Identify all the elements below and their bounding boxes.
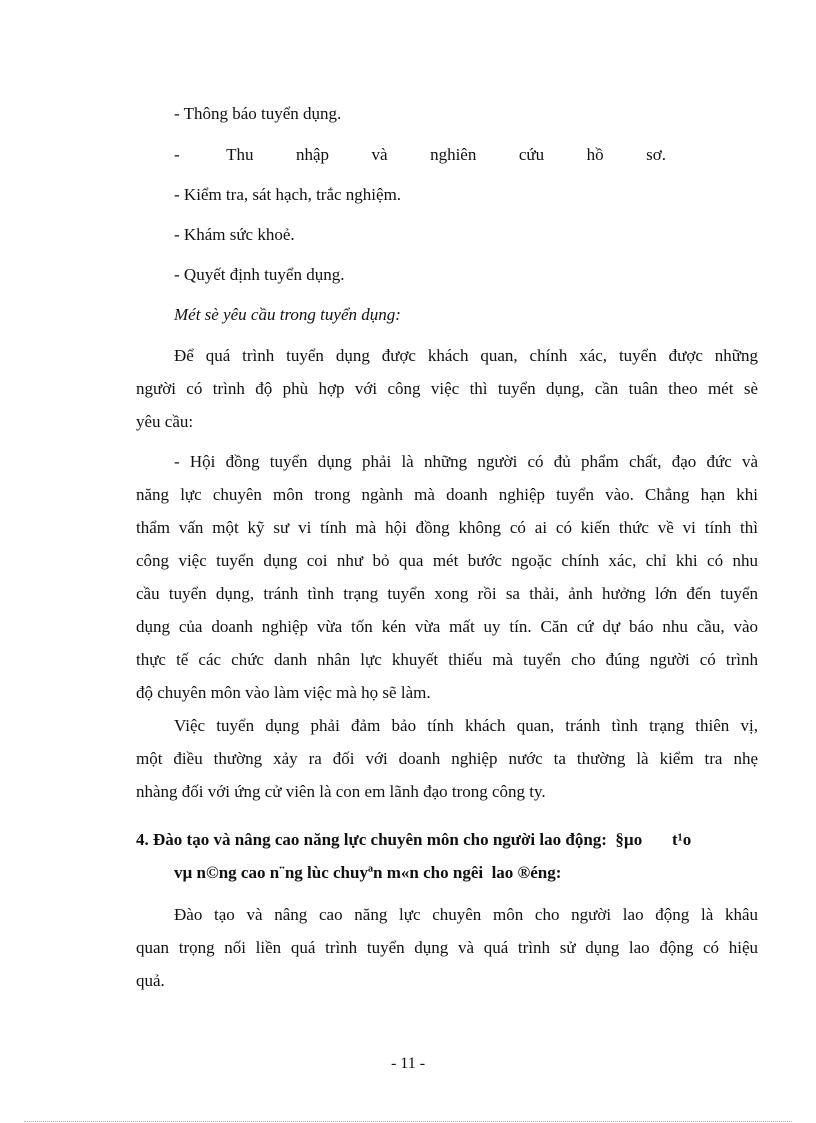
para2-line: năng lực chuyên môn trong ngành mà doanh nghiệp tuyển vào. Chẳng hạn khi [136, 485, 758, 504]
para1-line: Để quá trình tuyển dụng được khách quan, chính xác, tuyển được những [174, 346, 758, 365]
para4-line: Đào tạo và nâng cao năng lực chuyên môn cho người lao động là khâu [174, 905, 758, 924]
step-decision: - Quyết định tuyển dụng. [174, 265, 345, 284]
para2-line: - Hội đồng tuyển dụng phải là những người có đủ phẩm chất, đạo đức và [174, 452, 758, 471]
para3-line: Việc tuyển dụng phải đảm bảo tính khách quan, tránh tình trạng thiên vị, [174, 716, 758, 735]
para1-line: yêu cầu: [136, 412, 194, 431]
para2-line: thực tế các chức danh nhân lực khuyết thiếu mà tuyển cho đúng người có trình [136, 650, 758, 669]
para4-line: quả. [136, 971, 165, 990]
para3-line: một điều thường xảy ra đối với doanh nghiệp nước ta thường là kiểm tra nhẹ [136, 749, 758, 768]
page-break-divider [24, 1121, 792, 1122]
step-testing: - Kiểm tra, sát hạch, trắc nghiệm. [174, 185, 402, 204]
para2-line: cầu tuyển dụng, tránh tình trạng tuyển xong rồi sa thải, ảnh hưởng lớn đến tuyển [136, 584, 758, 603]
step-announcement: - Thông báo tuyển dụng. [174, 104, 342, 123]
para2-line: thẩm vấn một kỹ sư vi tính mà hội đồng không có ai có kiến thức về vi tính thì [136, 518, 758, 537]
para1-line: người có trình độ phù hợp với công việc thì tuyển dụng, cần tuân theo mét sè [136, 379, 758, 398]
section-heading-garbled: vµ n©ng cao n¨ng lùc chuyªn m«n cho ngêi lao ®éng: [174, 863, 562, 882]
para2-line: công việc tuyển dụng coi như bỏ qua mét bước ngoặc chính xác, chỉ khi có nhu [136, 551, 758, 570]
subheading-requirements: Mét sè yêu cầu trong tuyển dụng: [174, 305, 401, 324]
step-health-check: - Khám sức khoẻ. [174, 225, 295, 244]
step-collect-profiles: - Thu nhập và nghiên cứu hồ sơ. [174, 145, 666, 164]
section-heading: 4. Đào tạo và nâng cao năng lực chuyên môn cho người lao động: §µo t¹o [136, 830, 692, 849]
para2-line: độ chuyên môn vào làm việc mà họ sẽ làm. [136, 683, 431, 702]
page-number: - 11 - [390, 1055, 426, 1072]
para4-line: quan trọng nối liền quá trình tuyển dụng và quá trình sử dụng lao động có hiệu [136, 938, 758, 957]
para2-line: dụng của doanh nghiệp vừa tốn kén vừa mất uy tín. Căn cứ dự báo nhu cầu, vào [136, 617, 758, 636]
para3-line: nhàng đối với ứng cử viên là con em lãnh đạo trong công ty. [136, 782, 546, 801]
